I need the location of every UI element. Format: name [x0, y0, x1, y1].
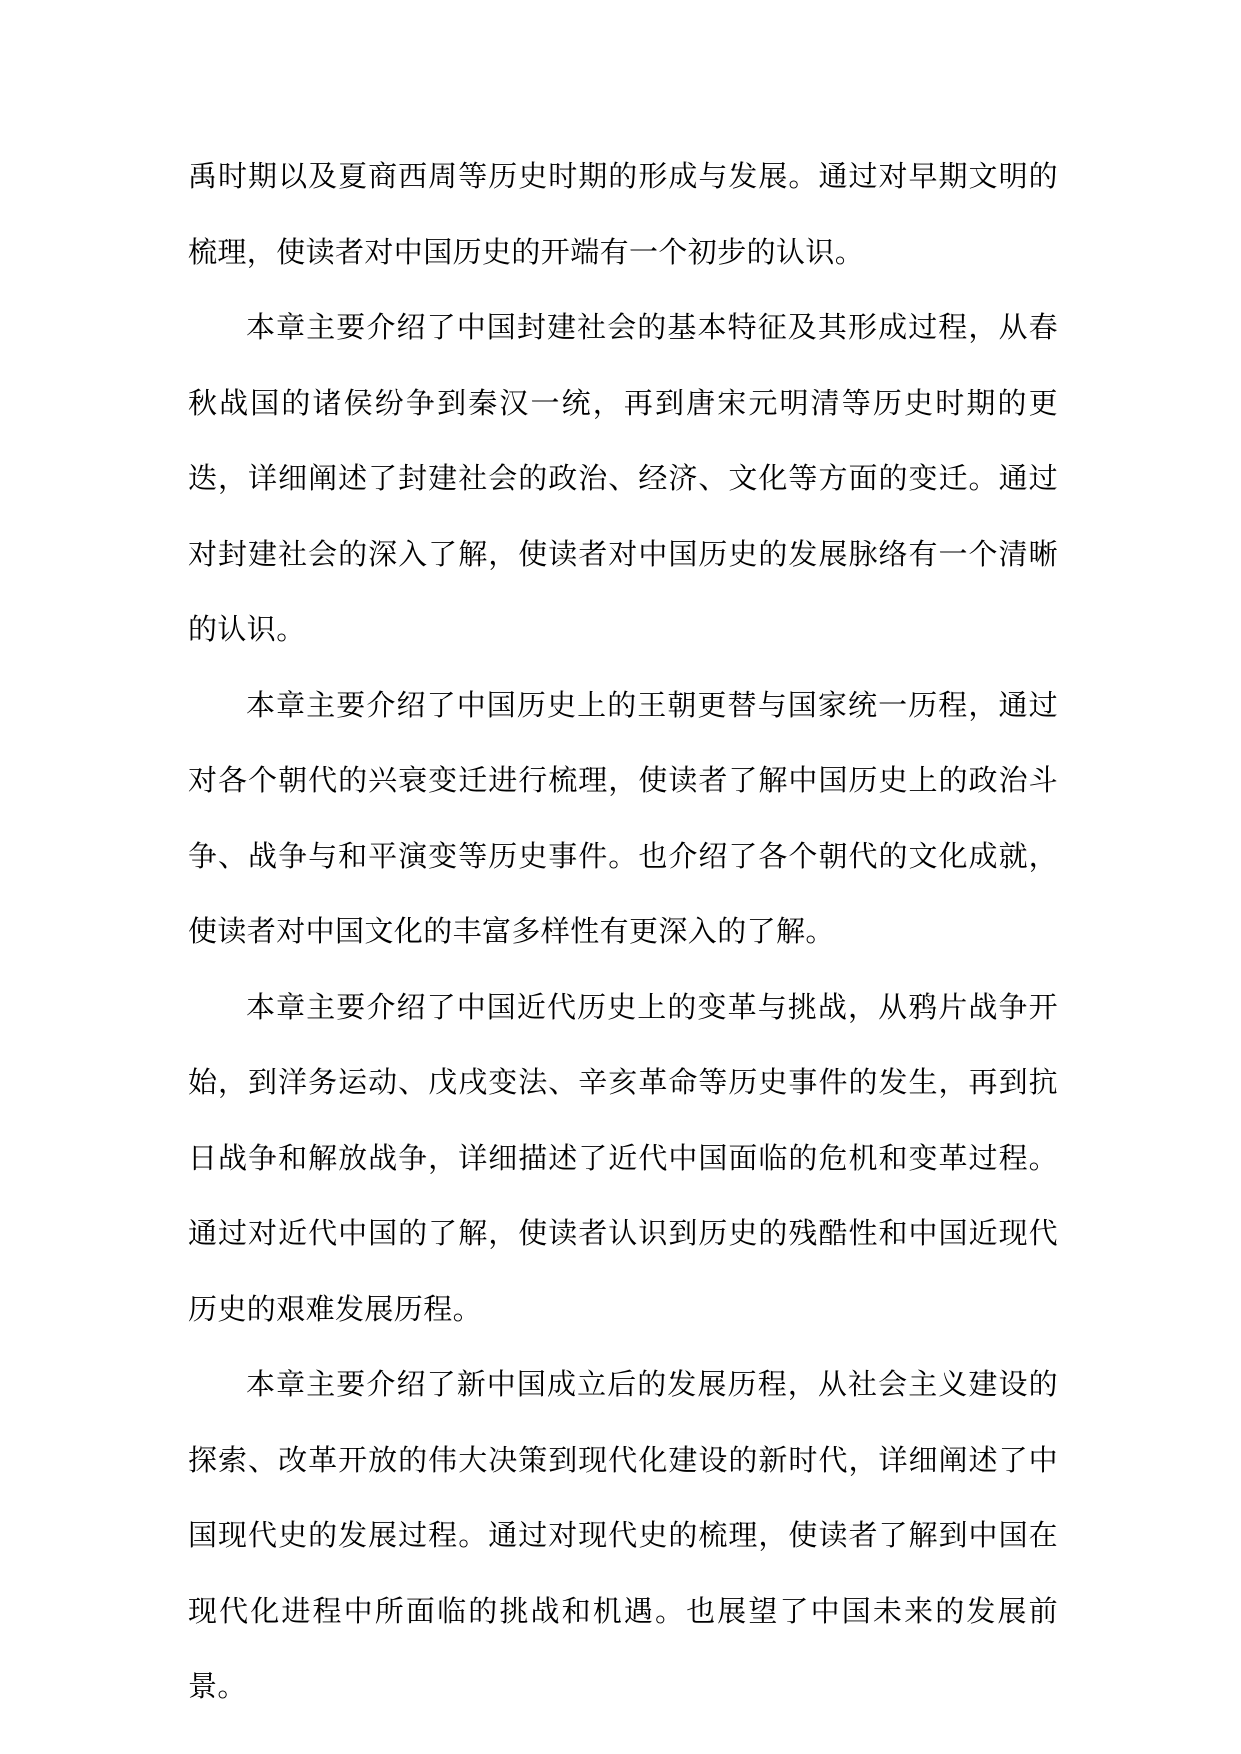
paragraph-dynasties: 本章主要介绍了中国历史上的王朝更替与国家统一历程，通过对各个朝代的兴衰变迁进行梳理，使读者了解中国历史上的政治斗争、战争与和平演变等历史事件。也介绍了各个朝代的文化成就，使读者对中国文化的丰富多样性有更深入的了解。 — [188, 687, 1058, 948]
paragraph-continuation: 禹时期以及夏商西周等历史时期的形成与发展。通过对早期文明的梳理，使读者对中国历史的开端有一个初步的认识。 — [188, 159, 1058, 269]
paragraph-feudal-society: 本章主要介绍了中国封建社会的基本特征及其形成过程，从春秋战国的诸侯纷争到秦汉一统，再到唐宋元明清等历史时期的更迭，详细阐述了封建社会的政治、经济、文化等方面的变迁。通过对封建社会的深入了解，使读者对中国历史的发展脉络有一个清晰的认识。 — [188, 310, 1058, 646]
paragraph-modern-history: 本章主要介绍了中国近代历史上的变革与挑战，从鸦片战争开始，到洋务运动、戊戌变法、辛亥革命等历史事件的发生，再到抗日战争和解放战争，详细描述了近代中国面临的危机和变革过程。通过对近代中国的了解，使读者认识到历史的残酷性和中国近现代历史的艰难发展历程。 — [188, 989, 1058, 1326]
document-body — [188, 139, 1058, 1725]
paragraph-new-china: 本章主要介绍了新中国成立后的发展历程，从社会主义建设的探索、改革开放的伟大决策到现代化建设的新时代，详细阐述了中国现代史的发展过程。通过对现代史的梳理，使读者了解到中国在现代化进程中所面临的挑战和机遇。也展望了中国未来的发展前景。 — [188, 1367, 1058, 1703]
